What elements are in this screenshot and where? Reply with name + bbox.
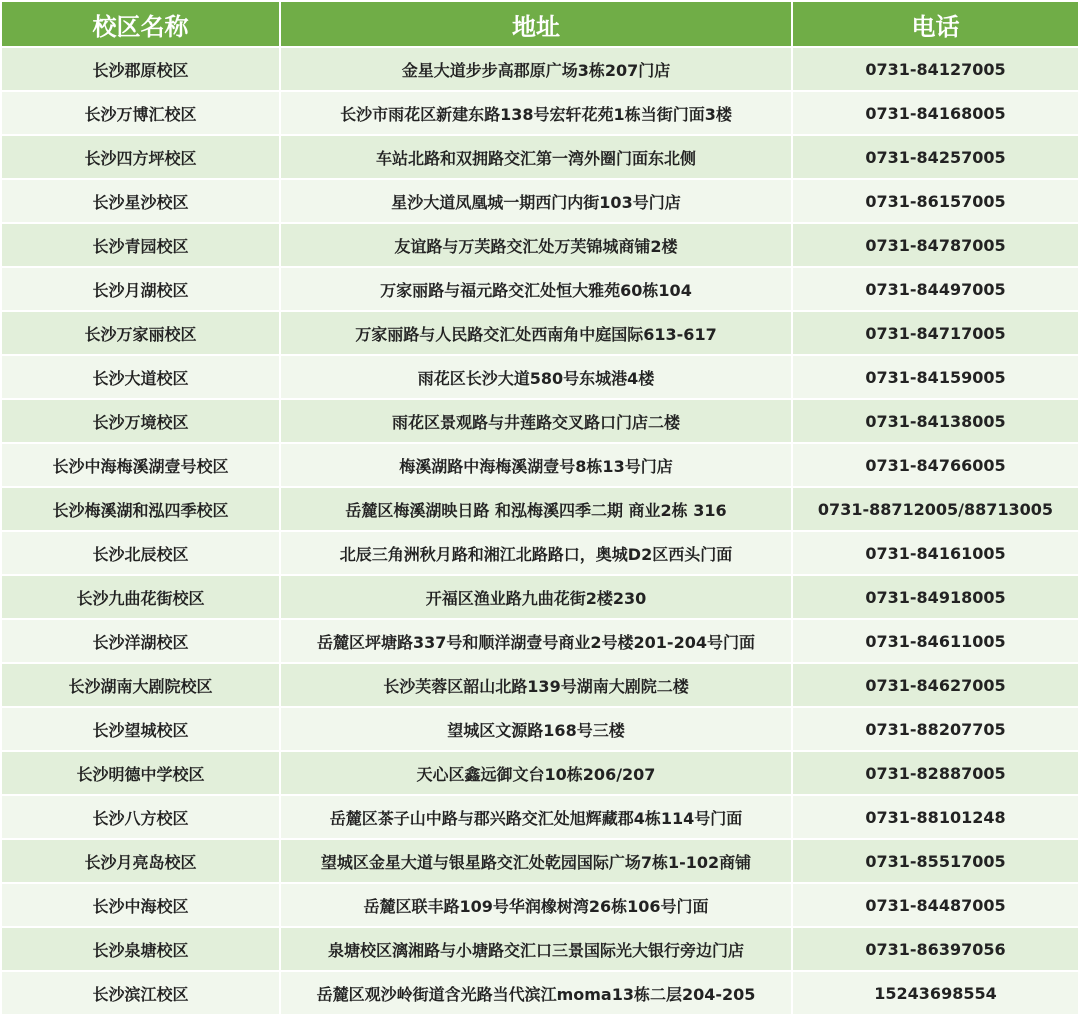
campus-name-cell: 长沙万家丽校区	[2, 311, 280, 355]
campus-name-cell: 长沙中海校区	[2, 883, 280, 927]
address-cell: 天心区鑫远御文台10栋206/207	[280, 751, 792, 795]
table-row	[2, 971, 1078, 1014]
phone-cell: 0731-84717005	[792, 311, 1078, 355]
table-row	[2, 91, 1078, 135]
phone-cell: 0731-84918005	[792, 575, 1078, 619]
header-row	[2, 2, 1078, 47]
table-row	[2, 839, 1078, 883]
phone-cell: 0731-84168005	[792, 91, 1078, 135]
phone-cell: 0731-88101248	[792, 795, 1078, 839]
phone-cell: 0731-88712005/88713005	[792, 487, 1078, 531]
phone-cell: 0731-84611005	[792, 619, 1078, 663]
campus-name-cell: 长沙梅溪湖和泓四季校区	[2, 487, 280, 531]
phone-cell: 0731-88207705	[792, 707, 1078, 751]
phone-cell: 0731-84138005	[792, 399, 1078, 443]
address-cell: 泉塘校区漓湘路与小塘路交汇口三景国际光大银行旁边门店	[280, 927, 792, 971]
table-row	[2, 883, 1078, 927]
campus-name-cell: 长沙北辰校区	[2, 531, 280, 575]
address-cell: 星沙大道凤凰城一期西门内街103号门店	[280, 179, 792, 223]
table-row	[2, 311, 1078, 355]
address-cell: 望城区金星大道与银星路交汇处乾园国际广场7栋1-102商铺	[280, 839, 792, 883]
address-cell: 岳麓区茶子山中路与郡兴路交汇处旭辉藏郡4栋114号门面	[280, 795, 792, 839]
campus-name-cell: 长沙明德中学校区	[2, 751, 280, 795]
campus-name-cell: 长沙四方坪校区	[2, 135, 280, 179]
phone-cell: 15243698554	[792, 971, 1078, 1014]
table-row	[2, 443, 1078, 487]
table-row	[2, 47, 1078, 91]
campus-name-cell: 长沙郡原校区	[2, 47, 280, 91]
campus-name-cell: 长沙中海梅溪湖壹号校区	[2, 443, 280, 487]
header-address: 地址	[280, 2, 792, 47]
table-row	[2, 795, 1078, 839]
phone-cell: 0731-82887005	[792, 751, 1078, 795]
campus-name-cell: 长沙万境校区	[2, 399, 280, 443]
header-campus-name: 校区名称	[2, 2, 280, 47]
address-cell: 岳麓区联丰路109号华润橡树湾26栋106号门面	[280, 883, 792, 927]
address-cell: 万家丽路与人民路交汇处西南角中庭国际613-617	[280, 311, 792, 355]
address-cell: 万家丽路与福元路交汇处恒大雅苑60栋104	[280, 267, 792, 311]
table-row	[2, 707, 1078, 751]
table-row	[2, 399, 1078, 443]
campus-name-cell: 长沙滨江校区	[2, 971, 280, 1014]
phone-cell: 0731-86397056	[792, 927, 1078, 971]
address-cell: 岳麓区观沙岭街道含光路当代滨江moma13栋二层204-205	[280, 971, 792, 1014]
table-row	[2, 355, 1078, 399]
address-cell: 长沙芙蓉区韶山北路139号湖南大剧院二楼	[280, 663, 792, 707]
address-cell: 岳麓区坪塘路337号和顺洋湖壹号商业2号楼201-204号门面	[280, 619, 792, 663]
campus-name-cell: 长沙洋湖校区	[2, 619, 280, 663]
table-body	[2, 47, 1078, 1014]
phone-cell: 0731-84627005	[792, 663, 1078, 707]
campus-name-cell: 长沙泉塘校区	[2, 927, 280, 971]
table-row	[2, 267, 1078, 311]
campus-name-cell: 长沙万博汇校区	[2, 91, 280, 135]
phone-cell: 0731-84127005	[792, 47, 1078, 91]
table-header	[2, 2, 1078, 47]
address-cell: 友谊路与万芙路交汇处万芙锦城商铺2楼	[280, 223, 792, 267]
campus-table	[2, 2, 1078, 1014]
phone-cell: 0731-84787005	[792, 223, 1078, 267]
table-row	[2, 179, 1078, 223]
address-cell: 望城区文源路168号三楼	[280, 707, 792, 751]
campus-name-cell: 长沙星沙校区	[2, 179, 280, 223]
campus-name-cell: 长沙大道校区	[2, 355, 280, 399]
phone-cell: 0731-84159005	[792, 355, 1078, 399]
table-row	[2, 575, 1078, 619]
address-cell: 雨花区景观路与井莲路交叉路口门店二楼	[280, 399, 792, 443]
table-row	[2, 135, 1078, 179]
table-row	[2, 223, 1078, 267]
campus-name-cell: 长沙月湖校区	[2, 267, 280, 311]
phone-cell: 0731-84497005	[792, 267, 1078, 311]
address-cell: 北辰三角洲秋月路和湘江北路路口，奥城D2区西头门面	[280, 531, 792, 575]
table-row	[2, 619, 1078, 663]
table-row	[2, 927, 1078, 971]
address-cell: 开福区渔业路九曲花街2楼230	[280, 575, 792, 619]
address-cell: 长沙市雨花区新建东路138号宏轩花苑1栋当街门面3楼	[280, 91, 792, 135]
table-row	[2, 751, 1078, 795]
address-cell: 金星大道步步高郡原广场3栋207门店	[280, 47, 792, 91]
phone-cell: 0731-86157005	[792, 179, 1078, 223]
table-row	[2, 663, 1078, 707]
table-row	[2, 487, 1078, 531]
phone-cell: 0731-85517005	[792, 839, 1078, 883]
header-phone: 电话	[792, 2, 1078, 47]
campus-name-cell: 长沙望城校区	[2, 707, 280, 751]
campus-name-cell: 长沙八方校区	[2, 795, 280, 839]
address-cell: 岳麓区梅溪湖映日路 和泓梅溪四季二期 商业2栋 316	[280, 487, 792, 531]
campus-name-cell: 长沙月亮岛校区	[2, 839, 280, 883]
phone-cell: 0731-84257005	[792, 135, 1078, 179]
phone-cell: 0731-84487005	[792, 883, 1078, 927]
campus-name-cell: 长沙九曲花街校区	[2, 575, 280, 619]
phone-cell: 0731-84161005	[792, 531, 1078, 575]
table-row	[2, 531, 1078, 575]
campus-name-cell: 长沙湖南大剧院校区	[2, 663, 280, 707]
address-cell: 车站北路和双拥路交汇第一湾外圈门面东北侧	[280, 135, 792, 179]
address-cell: 梅溪湖路中海梅溪湖壹号8栋13号门店	[280, 443, 792, 487]
phone-cell: 0731-84766005	[792, 443, 1078, 487]
address-cell: 雨花区长沙大道580号东城港4楼	[280, 355, 792, 399]
campus-name-cell: 长沙青园校区	[2, 223, 280, 267]
